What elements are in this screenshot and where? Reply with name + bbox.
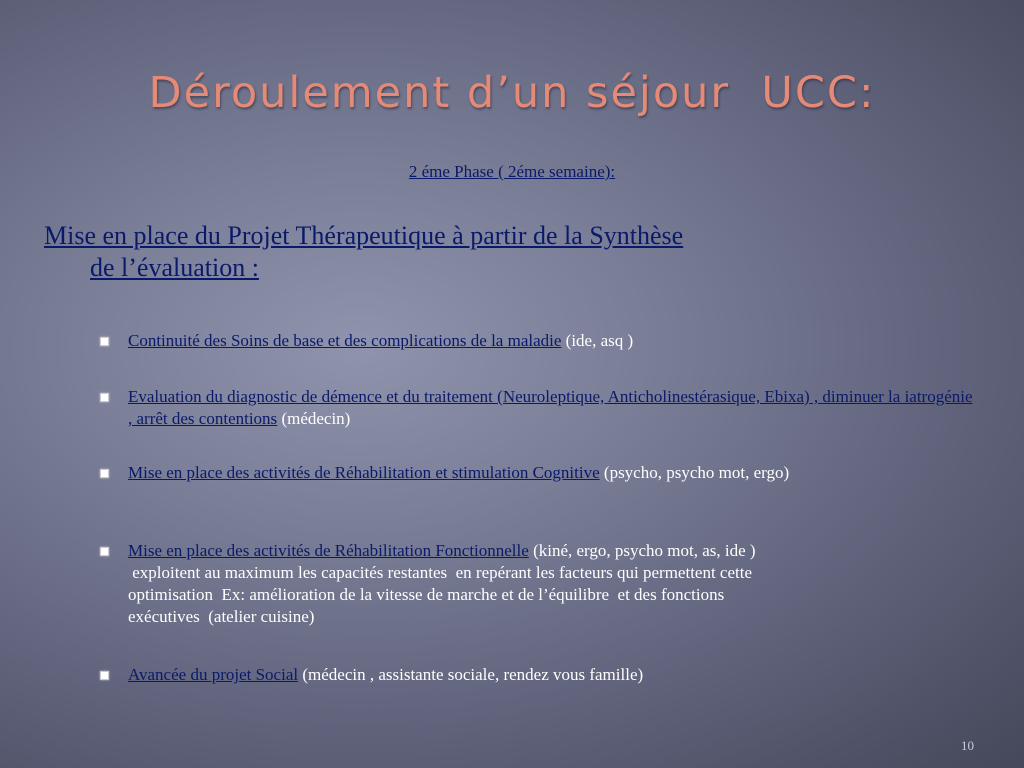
bullet-rest: (médecin) <box>277 409 351 428</box>
bullet-continuation-line: optimisation Ex: amélioration de la vitesse de marche et de l’équilibre et des fonctions <box>128 585 725 604</box>
bullet-item-rehabilitation-cognitive <box>100 462 980 484</box>
bullet-text <box>128 664 980 686</box>
page-number: 10 <box>961 738 974 753</box>
slide-title: Déroulement d’un séjour UCC: <box>148 68 876 118</box>
bullet-rest: (psycho, psycho mot, ergo) <box>599 463 790 482</box>
bullet-item-continuite <box>100 330 980 352</box>
bullet-highlight: Continuité des Soins de base et des complications de la maladie <box>128 331 562 350</box>
phase-colon: : <box>610 162 616 181</box>
bullet-rest: (kiné, ergo, psycho mot, as, ide ) <box>528 541 756 560</box>
bullet-rest: (médecin , assistante sociale, rendez vous famille) <box>298 665 644 684</box>
bullet-highlight: Mise en place des activités de Réhabilitation Fonctionnelle <box>128 541 529 560</box>
phase-subtitle <box>0 162 1024 182</box>
square-bullet-icon <box>100 469 109 478</box>
square-bullet-icon <box>100 337 109 346</box>
heading-line-1 <box>44 220 984 252</box>
bullet-text <box>128 386 980 430</box>
bullet-item-rehabilitation-fonctionnelle <box>100 540 980 628</box>
bullet-rest: (ide, asq ) <box>561 331 634 350</box>
bullet-text <box>128 330 980 352</box>
square-bullet-icon <box>100 547 109 556</box>
square-bullet-icon <box>100 393 109 402</box>
square-bullet-icon <box>100 671 109 680</box>
bullet-continuation-line: exécutives (atelier cuisine) <box>128 607 315 626</box>
bullet-text <box>128 540 980 628</box>
bullet-highlight: Avancée du projet Social <box>128 665 299 684</box>
bullet-continuation-line: exploitent au maximum les capacités restantes en repérant les facteurs qui permettent cette <box>128 563 753 582</box>
bullet-text <box>128 462 980 484</box>
bullet-highlight: Mise en place des activités de Réhabilitation et stimulation Cognitive <box>128 463 600 482</box>
heading-line-1-text: Mise en place du Projet Thérapeutique à partir de la Synthèse <box>44 221 684 250</box>
section-heading <box>44 220 984 284</box>
heading-line-2 <box>44 252 984 284</box>
phase-label: 2 éme Phase ( 2éme semaine) <box>408 162 611 181</box>
bullet-item-evaluation <box>100 386 980 430</box>
bullet-item-projet-social <box>100 664 980 686</box>
heading-line-2-text: de l’évaluation : <box>90 253 259 282</box>
bullet-highlight: Evaluation du diagnostic de démence et du traitement (Neuroleptique, Anticholinestérasique, Ebixa) , diminuer la iatrogénie , arrêt des contentions <box>128 387 973 428</box>
